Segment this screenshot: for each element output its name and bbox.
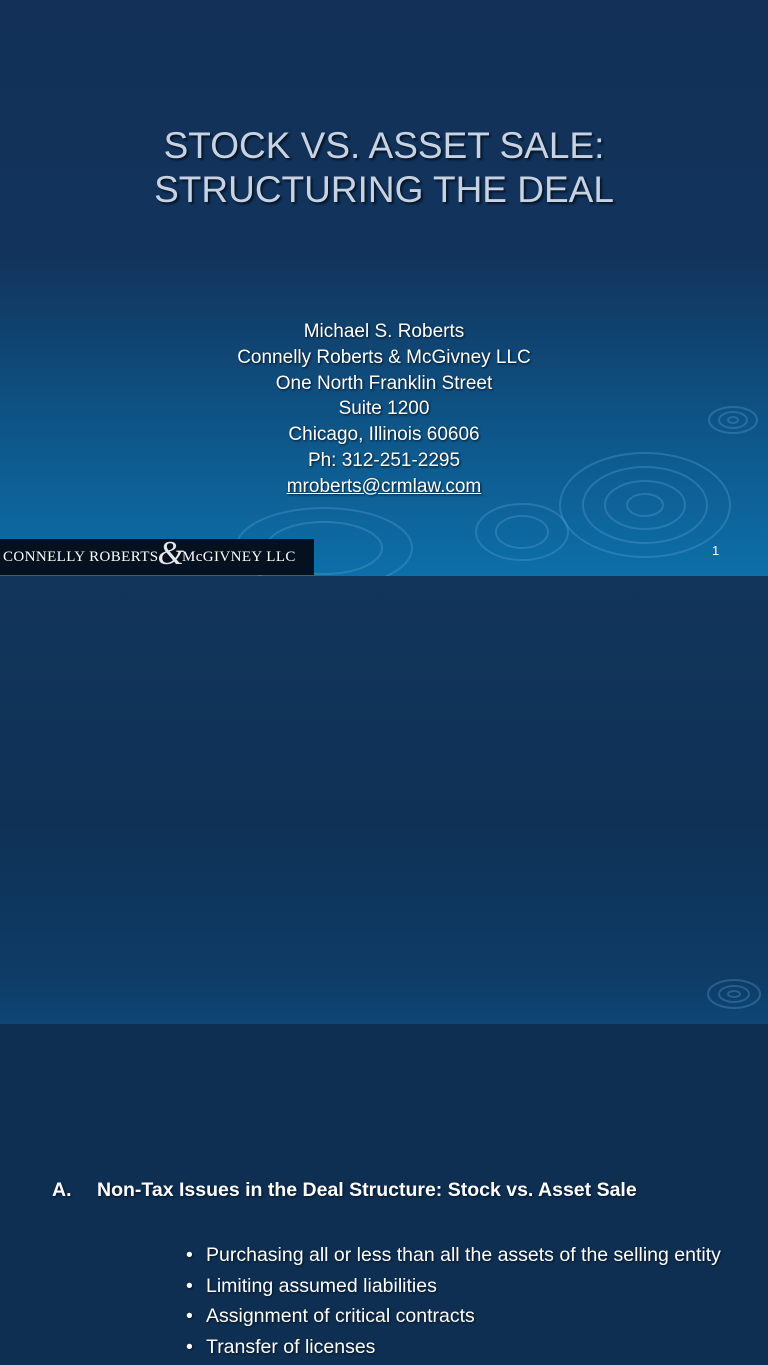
contact-address-line-1: One North Franklin Street bbox=[275, 372, 493, 394]
bullet-text: Transfer of licenses bbox=[206, 1335, 376, 1358]
list-item bbox=[186, 1243, 731, 1269]
bullet-text: Assignment of critical contracts bbox=[206, 1305, 475, 1327]
contact-block bbox=[0, 319, 768, 500]
list-item bbox=[186, 1335, 731, 1361]
bullet-icon: • bbox=[186, 1274, 193, 1297]
contact-address-line-2: Suite 1200 bbox=[338, 398, 430, 420]
ripple-decoration bbox=[0, 576, 768, 1024]
section-heading-text: Non-Tax Issues in the Deal Structure: Stock vs. Asset Sale bbox=[97, 1179, 637, 1201]
title-slide bbox=[0, 0, 768, 576]
contact-name: Michael S. Roberts bbox=[303, 321, 465, 342]
logo-ampersand: & bbox=[157, 535, 184, 572]
title-line-1: STOCK VS. ASSET SALE: bbox=[163, 125, 605, 166]
logo-text-part-2: McGIVNEY LLC bbox=[181, 548, 296, 565]
contact-city: Chicago, Illinois 60606 bbox=[288, 424, 480, 446]
section-heading bbox=[52, 1179, 637, 1202]
list-item bbox=[186, 1304, 731, 1330]
content-slide bbox=[0, 576, 768, 1358]
title-line-2: STRUCTURING THE DEAL bbox=[154, 169, 614, 210]
list-item bbox=[186, 1274, 731, 1300]
slide-title bbox=[0, 124, 768, 212]
logo-text-part-1: CONNELLY ROBERTS bbox=[3, 548, 159, 565]
contact-firm: Connelly Roberts & McGivney LLC bbox=[237, 346, 531, 368]
firm-logo bbox=[0, 535, 314, 575]
contact-email-link[interactable]: mroberts@crmlaw.com bbox=[286, 475, 482, 497]
bullet-text: Limiting assumed liabilities bbox=[206, 1274, 437, 1297]
slide-number: 1 bbox=[712, 543, 720, 558]
bullet-icon: • bbox=[186, 1244, 193, 1266]
bullet-icon: • bbox=[186, 1305, 193, 1327]
bullet-icon: • bbox=[186, 1335, 193, 1358]
bullet-text: Purchasing all or less than all the assets of the selling entity bbox=[206, 1244, 721, 1266]
section-marker: A. bbox=[52, 1179, 72, 1201]
contact-phone: Ph: 312-251-2295 bbox=[307, 449, 461, 471]
bullet-list bbox=[186, 1243, 731, 1365]
